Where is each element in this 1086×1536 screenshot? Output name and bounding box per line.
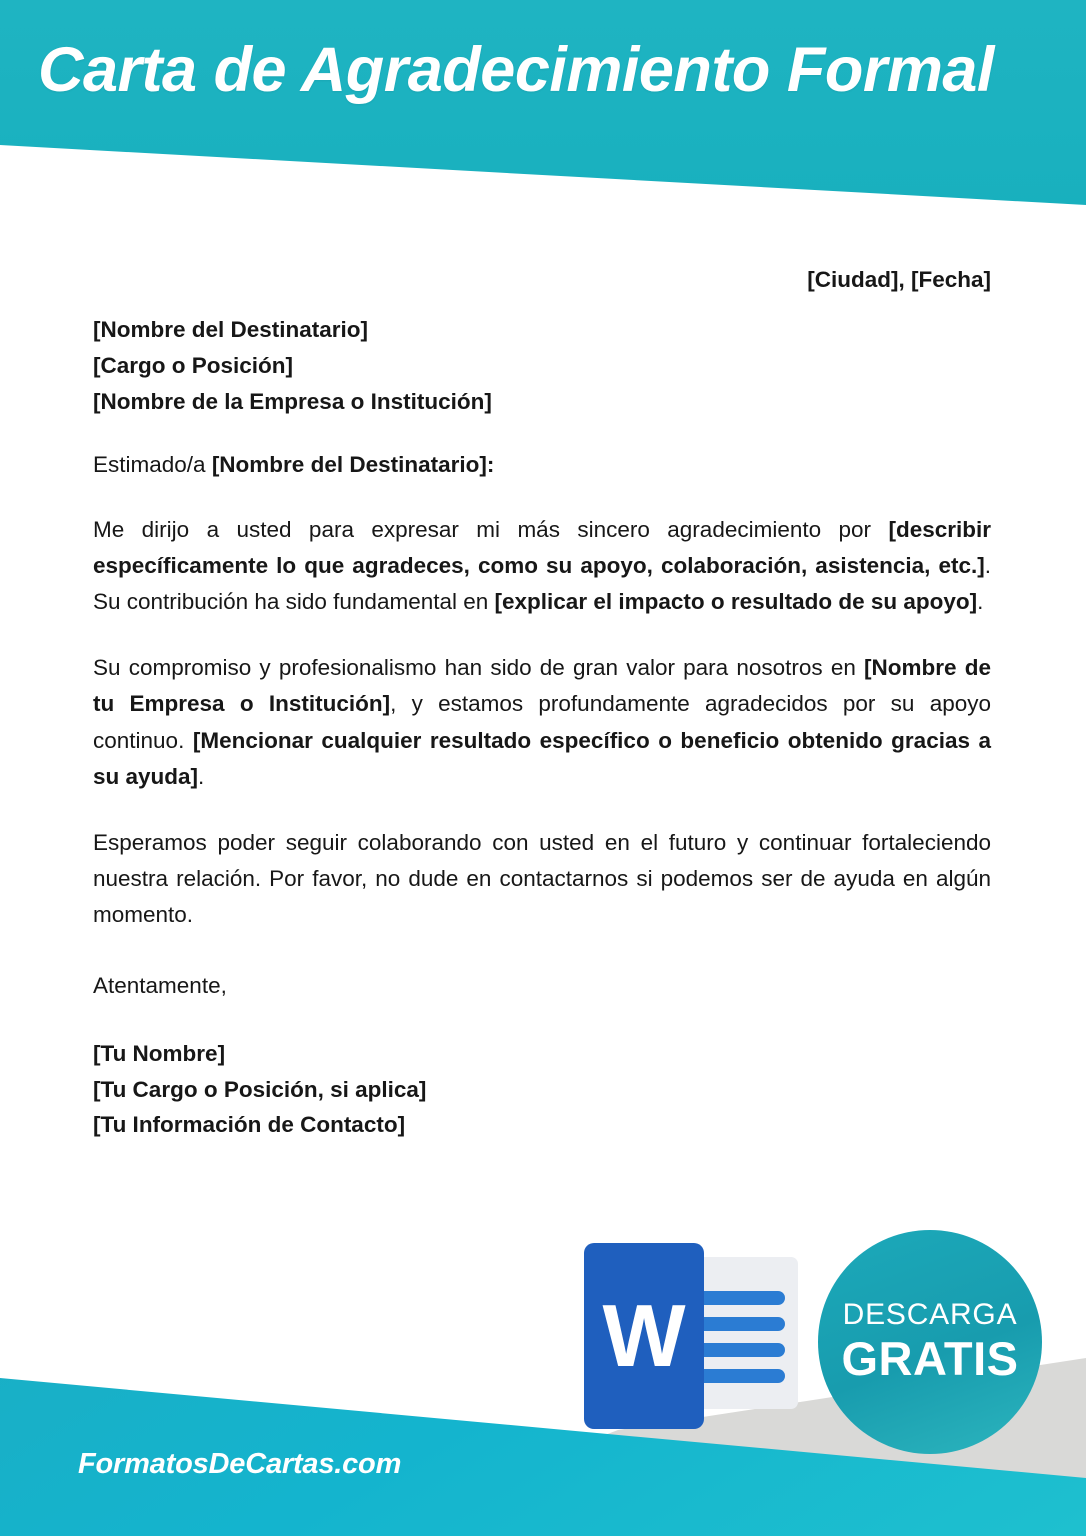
recipient-position: [Cargo o Posición] <box>93 352 294 378</box>
recipient-name: [Nombre del Destinatario] <box>93 317 369 343</box>
p2-placeholder-1: [Nombre de tu Empresa o Institución] <box>93 654 991 717</box>
word-document-icon[interactable] <box>578 1243 810 1433</box>
signature-contact: [Tu Información de Contacto] <box>93 1112 406 1138</box>
p1-segment-1: Me dirijo a usted para expresar mi más sincero agradecimiento por <box>93 516 889 542</box>
letter-body <box>93 262 991 1143</box>
salutation-placeholder: [Nombre del Destinatario]: <box>211 452 495 478</box>
body-paragraph-1 <box>93 512 991 621</box>
recipient-company: [Nombre de la Empresa o Institución] <box>93 388 492 414</box>
signature-name: [Tu Nombre] <box>93 1041 226 1067</box>
badge-top-label: DESCARGA <box>842 1298 1018 1332</box>
signature-block <box>93 1036 991 1143</box>
p2-placeholder-2: [Mencionar cualquier resultado específico o beneficio obtenido gracias a su ayuda] <box>93 727 991 790</box>
p1-placeholder-1: [describir específicamente lo que agradeces, como su apoyo, colaboración, asistencia, etc.] <box>93 516 991 578</box>
date-line: [Ciudad], [Fecha] <box>807 267 991 292</box>
badge-bottom-label: GRATIS <box>841 1331 1019 1385</box>
word-letter-glyph: W <box>602 1286 686 1385</box>
body-paragraph-2 <box>93 650 991 796</box>
p2-segment-1: Su compromiso y profesionalismo han sido de gran valor para nosotros en <box>93 654 865 680</box>
p1-segment-3: . <box>977 589 984 615</box>
recipient-block <box>93 312 991 419</box>
salutation-line <box>93 447 991 483</box>
word-tile-shape <box>584 1243 704 1429</box>
p2-segment-3: . <box>198 764 205 790</box>
salutation-prefix: Estimado/a <box>93 452 212 478</box>
closing-line: Atentamente, <box>93 972 227 998</box>
p2-segment-2: , y estamos profundamente agradecidos por su apoyo continuo. <box>93 691 992 753</box>
p1-placeholder-2: [explicar el impacto o resultado de su apoyo] <box>494 589 978 615</box>
page-title: Carta de Agradecimiento Formal <box>38 35 994 105</box>
body-paragraph-3: Esperamos poder seguir colaborando con usted en el futuro y continuar fortaleciendo nuestra relación. Por favor, no dude en contactarnos si podemos ser de ayuda en algún momento. <box>93 829 991 928</box>
download-free-badge[interactable] <box>818 1230 1042 1454</box>
header-banner <box>0 0 1086 215</box>
signature-position: [Tu Cargo o Posición, si aplica] <box>93 1076 427 1102</box>
site-watermark: FormatosDeCartas.com <box>78 1448 402 1480</box>
p1-segment-2: . Su contribución ha sido fundamental en <box>93 552 991 615</box>
